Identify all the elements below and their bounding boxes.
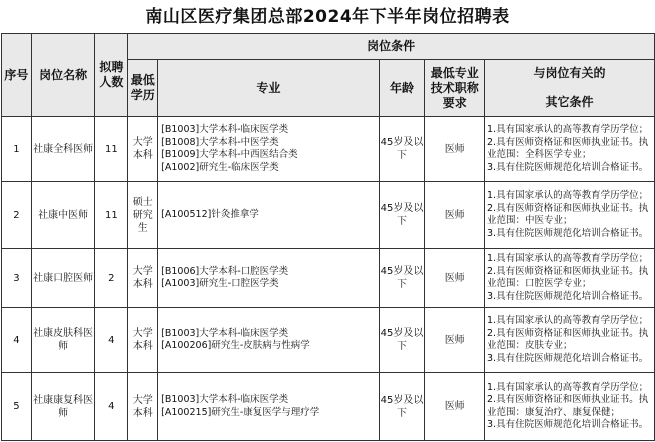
row-count: 4: [95, 373, 128, 441]
page-title: 南山区医疗集团总部2024年下半年岗位招聘表: [145, 7, 510, 27]
condition-line: 业范围：皮肤专业；: [487, 340, 573, 351]
row-other-conditions: [485, 249, 655, 308]
row-seq: 4: [2, 308, 32, 373]
row-seq: 3: [2, 249, 32, 308]
row-title-req: 医师: [425, 117, 485, 182]
row-education: 大学本科: [128, 249, 158, 308]
row-other-conditions: [485, 373, 655, 441]
major-line: [B1003]大学本科-临床医学类: [161, 327, 289, 339]
major-line: [A100215]研究生-康复医学与理疗学: [161, 406, 320, 418]
row-age: 45岁及以下: [379, 117, 425, 182]
condition-line: 2.具有医师资格证和医师执业证书。执: [487, 136, 649, 148]
header-age: 年龄: [379, 60, 425, 117]
row-other-conditions: [485, 117, 655, 182]
major-line: [A100206]研究生-皮肤病与性病学: [161, 340, 310, 351]
recruitment-table: [1, 33, 655, 441]
row-major: [158, 249, 380, 308]
major-line: [B1009]大学本科-中西医结合类: [161, 149, 298, 160]
table-row: [2, 249, 655, 308]
row-seq: 1: [2, 117, 32, 182]
condition-line: 3.具有住院医师规范化培训合格证书。: [487, 290, 649, 302]
row-position: 社康康复科医师: [31, 373, 95, 441]
header-education: 最低学历: [128, 60, 158, 117]
row-major: [158, 308, 380, 373]
row-major: [158, 373, 380, 441]
row-title-req: 医师: [425, 249, 485, 308]
major-line: [A1003]研究生-口腔医学类: [161, 278, 279, 289]
row-education: 大学本科: [128, 308, 158, 373]
condition-line: 3.具有住院医师规范化培训合格证书。: [487, 227, 649, 239]
condition-line: 1.具有国家承认的高等教育学历学位；: [487, 381, 649, 393]
row-position: 社康中医师: [31, 182, 95, 249]
condition-line: 2.具有医师资格证和医师执业证书。执: [487, 327, 649, 339]
condition-line: 业范围：中医专业；: [487, 215, 573, 226]
row-title-req: 医师: [425, 308, 485, 373]
condition-line: 2.具有医师资格证和医师执业证书。执: [487, 265, 649, 277]
row-education: 大学本科: [128, 117, 158, 182]
header-count: 拟聘人数: [95, 34, 128, 117]
row-age: 45岁及以下: [379, 182, 425, 249]
row-other-conditions: [485, 182, 655, 249]
row-seq: 2: [2, 182, 32, 249]
row-count: 4: [95, 308, 128, 373]
row-age: 45岁及以下: [379, 249, 425, 308]
condition-line: 1.具有国家承认的高等教育学历学位；: [487, 190, 649, 201]
major-line: [B1006]大学本科-口腔医学类: [161, 265, 289, 277]
row-count: 2: [95, 249, 128, 308]
major-line: [B1008]大学本科-中医学类: [161, 136, 279, 148]
condition-line: 2.具有医师资格证和医师执业证书。执: [487, 394, 649, 405]
major-line: [B1003]大学本科-临床医学类: [161, 394, 289, 405]
header-conditions: 岗位条件: [128, 34, 655, 60]
condition-line: 1.具有国家承认的高等教育学历学位；: [487, 124, 649, 135]
row-other-conditions: [485, 308, 655, 373]
condition-line: 3.具有住院医师规范化培训合格证书。: [487, 161, 649, 173]
row-education: 硕士研究生: [128, 182, 158, 249]
condition-line: 1.具有国家承认的高等教育学历学位；: [487, 315, 649, 326]
row-major: [158, 182, 380, 249]
major-line: [A1002]研究生-临床医学类: [161, 161, 279, 173]
condition-line: 3.具有住院医师规范化培训合格证书。: [487, 352, 649, 364]
row-age: 45岁及以下: [379, 373, 425, 441]
major-line: [A100512]针灸推拿学: [161, 208, 259, 220]
header-position: 岗位名称: [31, 34, 95, 117]
condition-line: 业范围：口腔医学专业；: [487, 278, 592, 289]
header-major: 专业: [158, 60, 380, 117]
condition-line: 3.具有住院医师规范化培训合格证书。: [487, 419, 649, 430]
row-title-req: 医师: [425, 182, 485, 249]
table-row: [2, 308, 655, 373]
condition-line: 1.具有国家承认的高等教育学历学位；: [487, 253, 649, 264]
row-seq: 5: [2, 373, 32, 441]
row-education: 大学本科: [128, 373, 158, 441]
row-age: 45岁及以下: [379, 308, 425, 373]
header-title-req: 最低专业技术职称要求: [425, 60, 485, 117]
table-row: [2, 117, 655, 182]
condition-line: 业范围：全科医学专业；: [487, 149, 592, 160]
header-seq: 序号: [2, 34, 32, 117]
header-other-conditions: [485, 60, 655, 117]
table-row: [2, 182, 655, 249]
header-other-top: 与岗位有关的: [533, 66, 606, 80]
row-title-req: 医师: [425, 373, 485, 441]
header-other-bottom: 其它条件: [545, 95, 594, 109]
row-major: [158, 117, 380, 182]
row-count: 11: [95, 117, 128, 182]
row-position: 社康口腔医师: [31, 249, 95, 308]
condition-line: 2.具有医师资格证和医师执业证书。执: [487, 202, 649, 214]
major-line: [B1003]大学本科-临床医学类: [161, 124, 289, 135]
table-row: [2, 373, 655, 441]
condition-line: 业范围：康复治疗、康复保健；: [487, 406, 621, 418]
row-position: 社康全科医师: [31, 117, 95, 182]
row-position: 社康皮肤科医师: [31, 308, 95, 373]
row-count: 11: [95, 182, 128, 249]
